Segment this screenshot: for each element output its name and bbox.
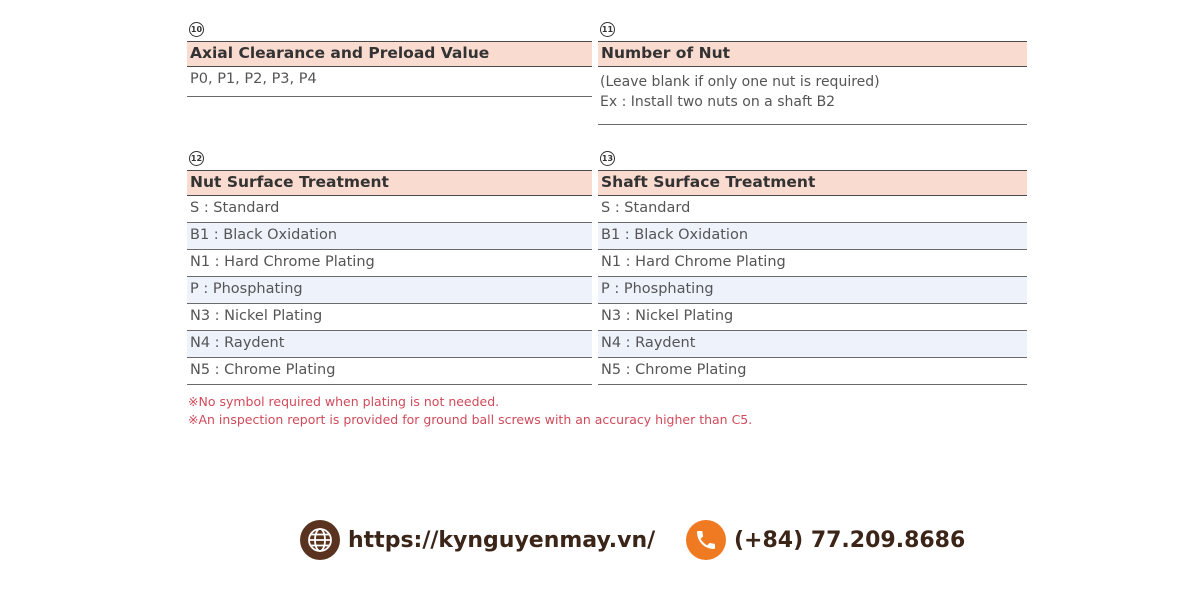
note-line: (Leave blank if only one nut is required) xyxy=(600,74,880,90)
section-title-nut-surface: Nut Surface Treatment xyxy=(187,170,592,196)
table-row: N5 : Chrome Plating xyxy=(187,358,592,385)
table-row: N5 : Chrome Plating xyxy=(598,358,1027,385)
section-number-12: 12 xyxy=(189,151,204,166)
table-row: P : Phosphating xyxy=(598,277,1027,304)
phone-number[interactable]: (+84) 77.209.8686 xyxy=(734,527,966,553)
table-row: S : Standard xyxy=(598,196,1027,223)
section-title-number-of-nut: Number of Nut xyxy=(598,41,1027,67)
section-rows xyxy=(187,196,592,385)
table-row: N4 : Raydent xyxy=(598,331,1027,358)
table-row: S : Standard xyxy=(187,196,592,223)
table-row: N1 : Hard Chrome Plating xyxy=(187,250,592,277)
table-row: B1 : Black Oxidation xyxy=(598,223,1027,250)
table-row: B1 : Black Oxidation xyxy=(187,223,592,250)
section-rows xyxy=(187,67,592,97)
note-line: Ex : Install two nuts on a shaft B2 xyxy=(600,94,836,110)
table-row: N1 : Hard Chrome Plating xyxy=(598,250,1027,277)
table-row: P0, P1, P2, P3, P4 xyxy=(187,67,592,97)
footnotes xyxy=(188,393,752,429)
website-link[interactable]: https://kynguyenmay.vn/ xyxy=(348,527,656,553)
section-title-axial-clearance: Axial Clearance and Preload Value xyxy=(187,41,592,67)
table-row: N4 : Raydent xyxy=(187,331,592,358)
phone-icon xyxy=(686,520,726,560)
website-contact[interactable] xyxy=(300,519,655,561)
table-row: P : Phosphating xyxy=(187,277,592,304)
footnote: ※An inspection report is provided for ground ball screws with an accuracy higher than C5. xyxy=(188,412,753,427)
globe-icon xyxy=(300,520,340,560)
section-rows xyxy=(598,67,1027,125)
phone-contact[interactable] xyxy=(686,519,965,561)
section-rows xyxy=(598,196,1027,385)
section-number-10: 10 xyxy=(189,22,204,37)
footnote: ※No symbol required when plating is not needed. xyxy=(188,394,500,409)
table-row: N3 : Nickel Plating xyxy=(187,304,592,331)
table-row: N3 : Nickel Plating xyxy=(598,304,1027,331)
section-number-11: 11 xyxy=(600,22,615,37)
section-title-shaft-surface: Shaft Surface Treatment xyxy=(598,170,1027,196)
section-number-13: 13 xyxy=(600,151,615,166)
note-box xyxy=(598,67,1027,125)
